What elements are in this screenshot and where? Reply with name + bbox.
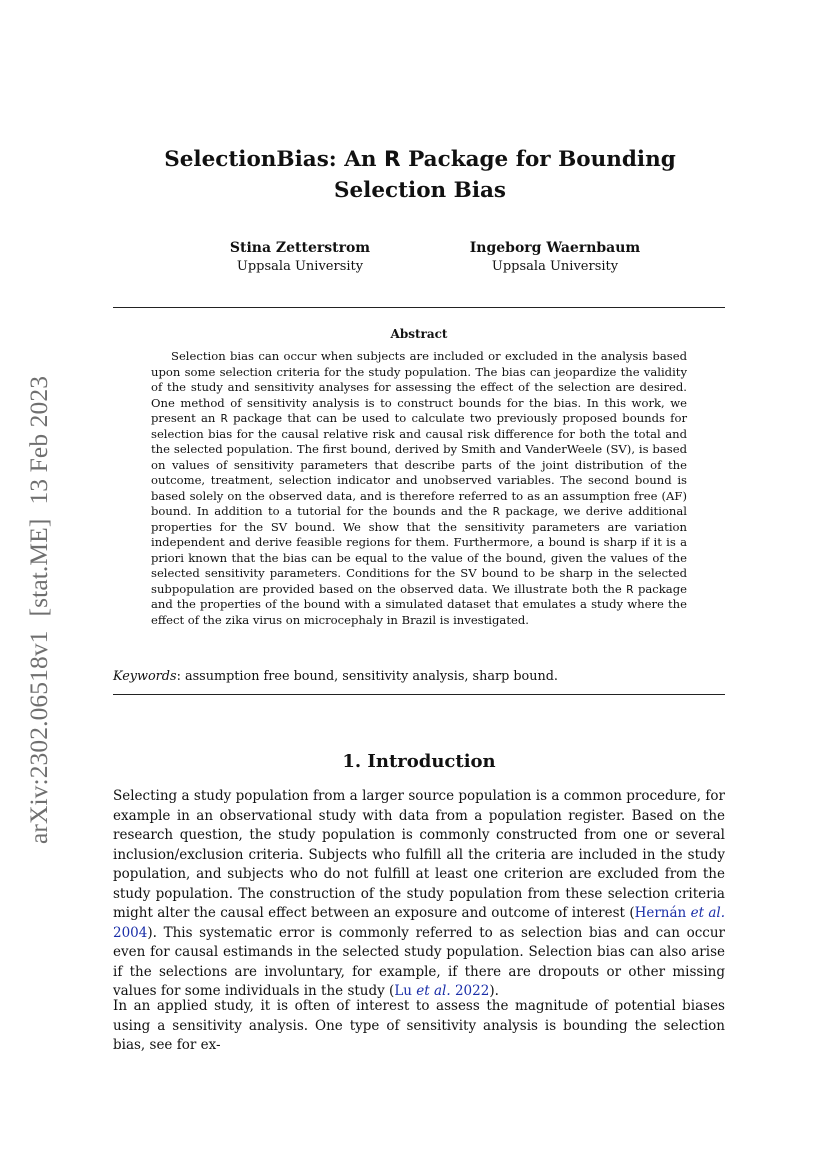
section-heading-introduction: 1. Introduction xyxy=(342,751,496,772)
intro-paragraph-1: Selecting a study population from a larger source population is a common procedure, for example in an observational study with data from a population register. Based on the research question, the study population is commonly constructed from one or several inclusion/exclusion criteria. Subjects who fulfill all the criteria are included in the study population, and subjects who do not fulfill at least one criterion are excluded from the study population. The construction of the study population from these selection criteria might alter the causal effect between an exposure and outcome of interest (Hernán et al. 2004). This systematic error is commonly referred to as selection bias and can occur even for causal estimands in the selected study population. Selection bias can also arise if the selections are involuntary, for example, if there are dropouts or other missing values for some individuals in the study (Lu et al. 2022). xyxy=(113,788,726,999)
author-name: Ingeborg Waernbaum xyxy=(469,240,641,256)
author-name: Stina Zetterstrom xyxy=(229,240,371,256)
r-language-glyph: R xyxy=(384,147,401,172)
top-rule xyxy=(113,307,725,308)
author-block-2 xyxy=(435,238,675,276)
abstract-heading: Abstract xyxy=(390,327,448,341)
intro-paragraph-2: In an applied study, it is often of interest to assess the magnitude of potential biases using a sensitivity analysis. One type of sensitivity analysis is bounding the selection bias, see for ex- xyxy=(113,998,725,1053)
author-block-1 xyxy=(180,238,420,276)
citation-hernan-2004[interactable]: Hernán et al. 2004 xyxy=(113,905,726,941)
bottom-rule xyxy=(113,694,725,695)
paper-title: SelectionBias: An R Package for Bounding Selection Bias xyxy=(164,147,676,203)
citation-lu-2022[interactable]: Lu et al. 2022 xyxy=(394,983,490,999)
abstract-text: Selection bias can occur when subjects are included or excluded in the analysis based upon some selection criteria for the study population. The bias can jeopardize the validity of the study and sensitivity analyses for assessing the effect of the selection are desired. One method of sensitivity analysis is to construct bounds for the bias. In this work, we present an R package that can be used to calculate two previously proposed bounds for selection bias for the causal relative risk and causal risk difference for both the total and the selected population. The first bound, derived by Smith and VanderWeele (SV), is based on values of sensitivity parameters that describe parts of the joint distribution of the outcome, treatment, selection indicator and unobserved variables. The second bound is based solely on the observed data, and is therefore referred to as an assumption free (AF) bound. In addition to a tutorial for the bounds and the R package, we derive additional properties for the SV bound. We show that the sensitivity parameters are variation independent and derive feasible regions for them. Furthermore, a bound is sharp if it is a priori known that the bias can be equal to the value of the bound, given the values of the selected sensitivity parameters. Conditions for the SV bound to be sharp in the selected subpopulation are provided based on the observed data. We illustrate both the R package and the properties of the bound with a simulated dataset that emulates a study where the effect of the zika virus on microcephaly in Brazil is investigated. xyxy=(151,349,687,627)
keywords-line: Keywords: assumption free bound, sensitivity analysis, sharp bound. xyxy=(113,669,558,684)
arxiv-sidebar-stamp xyxy=(26,355,52,865)
arxiv-date: 13 Feb 2023 xyxy=(24,375,53,505)
arxiv-id: arXiv:2302.06518v1 xyxy=(24,630,53,845)
author-affiliation: Uppsala University xyxy=(236,259,364,274)
arxiv-category: [stat.ME] xyxy=(24,518,53,617)
keywords-label: Keywords xyxy=(113,669,177,684)
author-affiliation: Uppsala University xyxy=(491,259,619,274)
